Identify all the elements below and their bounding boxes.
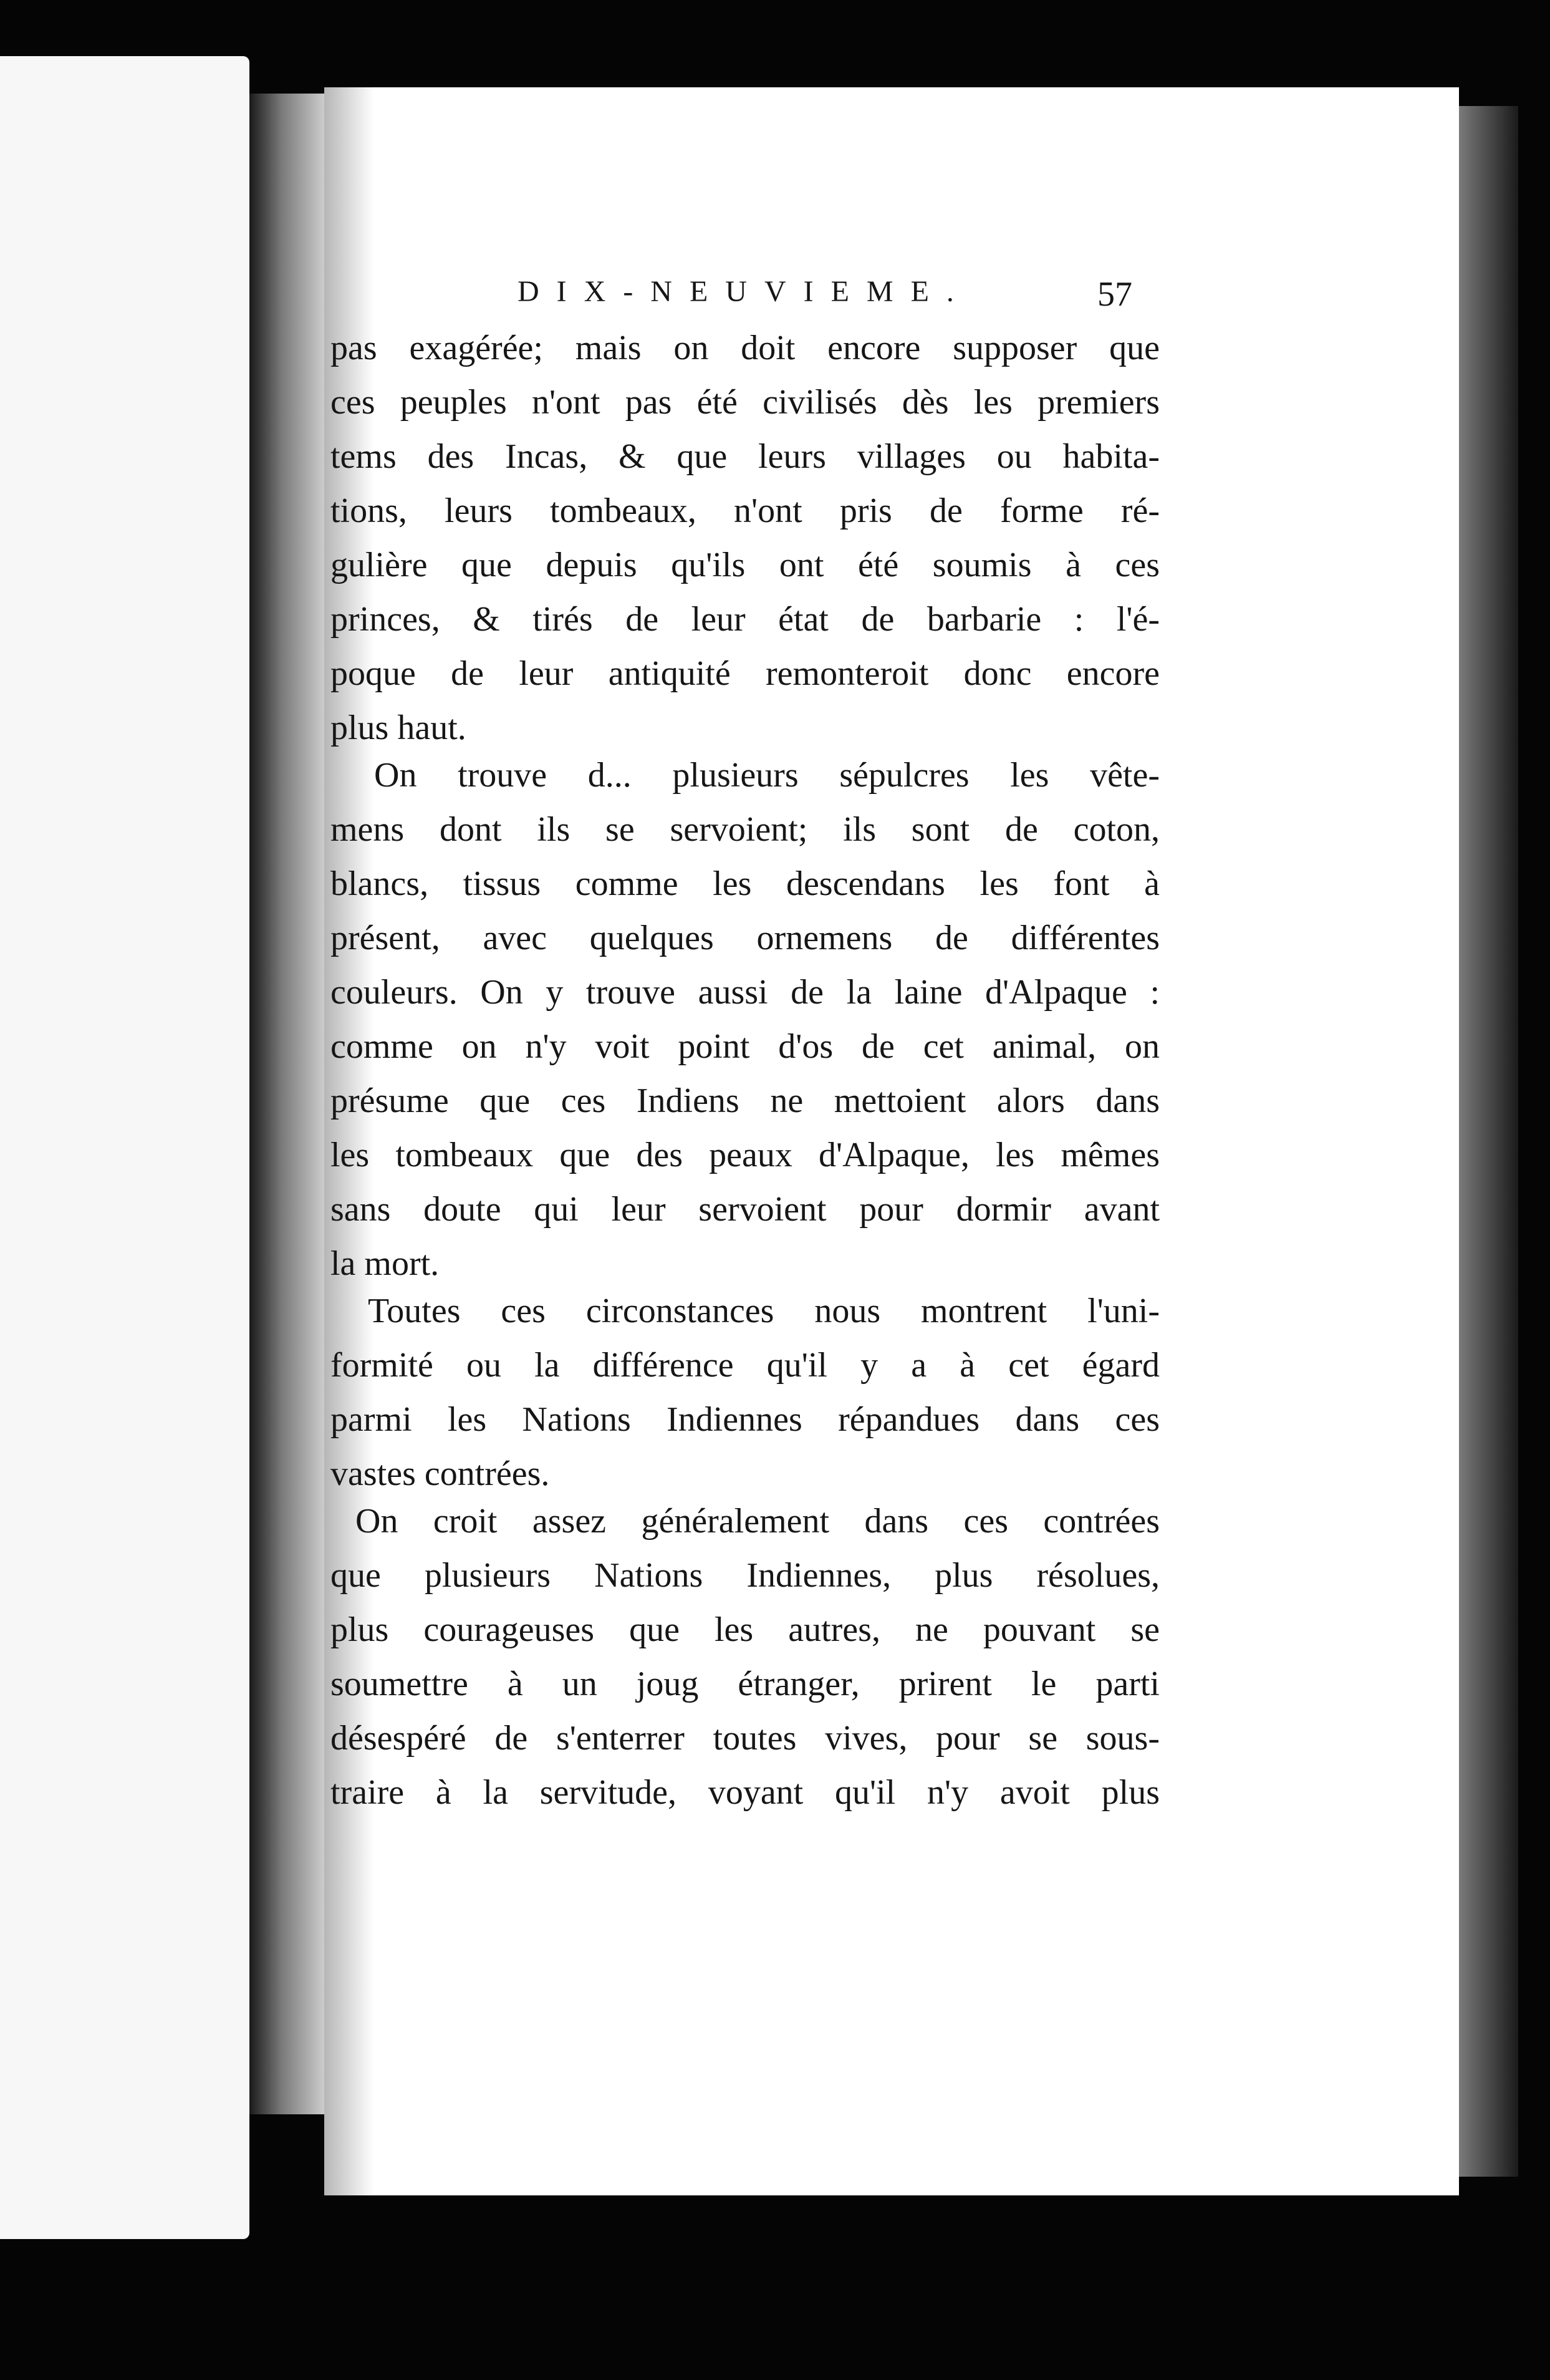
body-line: vastes contrées. bbox=[330, 1454, 550, 1493]
left-page-gutter bbox=[249, 94, 330, 2114]
body-line: mens dont ils se servoient; ils sont de coton, bbox=[330, 810, 1160, 849]
body-line: poque de leur antiquité remonteroit donc encore bbox=[330, 654, 1160, 693]
body-line: désespéré de s'enterrer toutes vives, pour se sous- bbox=[330, 1719, 1160, 1758]
body-line: formité ou la différence qu'il y a à cet égard bbox=[330, 1346, 1160, 1385]
body-line: la mort. bbox=[330, 1244, 440, 1283]
body-line: soumettre à un joug étranger, prirent le parti bbox=[330, 1665, 1160, 1703]
body-line: plus courageuses que les autres, ne pouvant se bbox=[330, 1610, 1160, 1649]
body-line: princes, & tirés de leur état de barbarie : l'é- bbox=[330, 600, 1160, 639]
book-edge bbox=[1459, 106, 1518, 2177]
body-line: plus haut. bbox=[330, 709, 466, 747]
body-line: pas exagérée; mais on doit encore supposer que bbox=[330, 329, 1160, 367]
body-line: blancs, tissus comme les descendans les font à bbox=[330, 864, 1160, 903]
body-line: parmi les Nations Indiennes répandues dans ces bbox=[330, 1400, 1160, 1439]
body-line: On croit assez généralement dans ces contrées bbox=[355, 1502, 1160, 1541]
body-line: sans doute qui leur servoient pour dormir avant bbox=[330, 1190, 1160, 1229]
body-line: tems des Incas, & que leurs villages ou habita- bbox=[330, 437, 1160, 476]
body-line: que plusieurs Nations Indiennes, plus résolues, bbox=[330, 1556, 1160, 1595]
body-line: gulière que depuis qu'ils ont été soumis à ces bbox=[330, 546, 1160, 584]
body-line: tions, leurs tombeaux, n'ont pris de forme ré- bbox=[330, 491, 1160, 530]
body-line: présent, avec quelques ornemens de différentes bbox=[330, 919, 1160, 957]
body-line: On trouve d... plusieurs sépulcres les vête- bbox=[374, 756, 1160, 795]
body-line: traire à la servitude, voyant qu'il n'y avoit plus bbox=[330, 1773, 1160, 1812]
body-line: présume que ces Indiens ne mettoient alors dans bbox=[330, 1081, 1160, 1120]
body-line: comme on n'y voit point d'os de cet animal, on bbox=[330, 1027, 1160, 1066]
body-line: couleurs. On y trouve aussi de la laine d'Alpaque : bbox=[330, 973, 1160, 1012]
body-line: Toutes ces circonstances nous montrent l'uni- bbox=[368, 1292, 1160, 1330]
body-line: les tombeaux que des peaux d'Alpaque, les mêmes bbox=[330, 1136, 1160, 1174]
body-line: ces peuples n'ont pas été civilisés dès les premiers bbox=[330, 383, 1160, 422]
running-head: DIX-NEUVIEME. bbox=[517, 275, 971, 308]
left-page bbox=[0, 56, 249, 2239]
page-number: 57 bbox=[1097, 275, 1132, 314]
